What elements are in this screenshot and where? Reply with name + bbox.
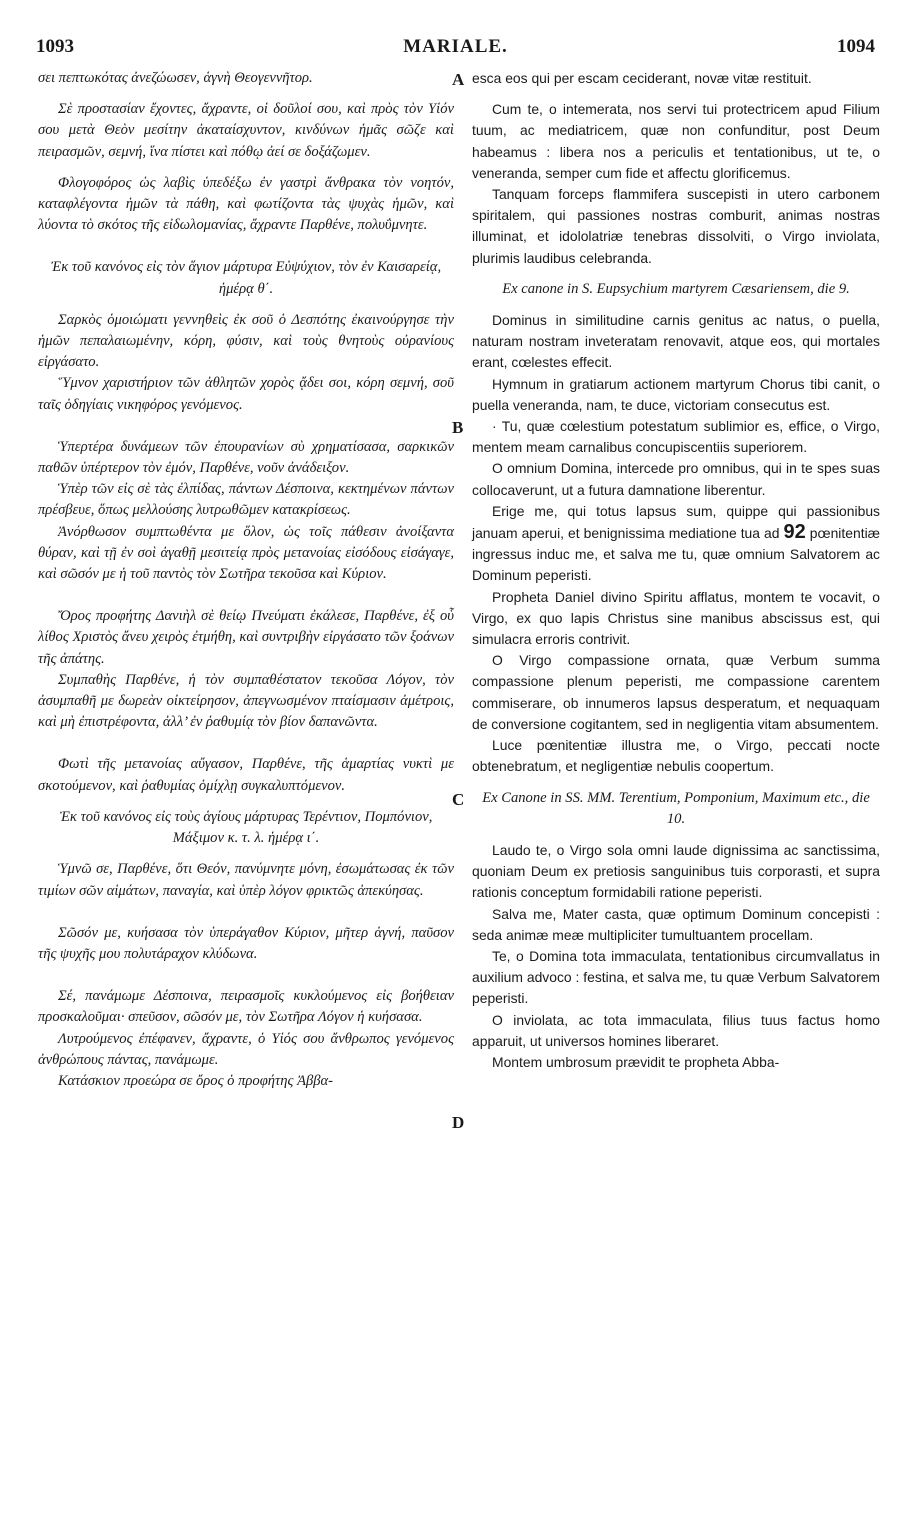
greek-paragraph: Λυτρούμενος ἐπέφανεν, ἄχραντε, ὁ Υἱός σου ἄνθρωπος γενόμενος ἀνθρώπους πάντας, πανάμωμε. [38,1030,454,1068]
greek-paragraph: Συμπαθὴς Παρθένε, ἡ τὸν συμπαθέστατον τεκοῦσα Λόγον, τὸν ἀσυμπαθῆ με δωρεὰν οἰκτείρησον, ἀπεγνωσμένον πταίσμασιν ἀμέτροις, καὶ μὴ ἐπιστρέφοντα, ἀλλ’ ἐν ῥαθυμίᾳ τὸν βίον δαπανῶντα. [38,671,454,731]
latin-paragraph: Cum te, o intemerata, nos servi tui protectricem apud Filium tuum, ac mediatricem, quæ non confunditur, post Deum habeamus : libera nos a periculis et tentationibus, ut te, o veneranda, semper cum fide et affectu glorificemus. [472,101,880,181]
latin-section-heading: Ex canone in S. Eupsychium martyrem Cæsariensem, die 9. [502,280,850,297]
latin-paragraph: O Virgo compassione ornata, quæ Verbum summa compassione plenum peperisti, me compassione carentem commiserare, ob innumeros lapsus desperatum, et nequaquam de conversione cogitantem, sed in negligentia vitam absumentem. [472,652,880,732]
latin-paragraph: Propheta Daniel divino Spiritu afflatus, montem te vocavit, o Virgo, ex quo lapis Christus sine manibus abscissus est, qui simulacra erroris contrivit. [472,588,880,648]
greek-paragraph: Σαρκὸς ὁμοιώματι γεννηθεὶς ἐκ σοῦ ὁ Δεσπότης ἐκαινούργησε τὴν ἡμῶν πεπαλαιωμένην, κόρη, φύσιν, καὶ τοὺς θνητοὺς οὐρανίους εἰργάσατο. [38,311,454,371]
latin-column [472,68,880,1073]
latin-paragraph: Luce pœnitentiæ illustra me, o Virgo, peccati nocte obtenebratum, et negligentiæ nebulis coopertum. [472,737,880,775]
latin-paragraph: Salva me, Mater casta, quæ optimum Dominum concepisti : seda animæ meæ multipliciter tumultuantem procellam. [472,905,880,943]
greek-section-heading: Ἐκ τοῦ κανόνος εἰς τοὺς ἁγίους μάρτυρας Τερέντιον, Πομπόνιον, Μάξιμον κ. τ. λ. ἡμέρᾳ ι΄. [59,808,433,847]
greek-paragraph: Ὑπὲρ τῶν εἰς σὲ τὰς ἐλπίδας, πάντων Δέσποινα, κεκτημένων πάντων πρέσβευε, ὅπως μελλούσης λυτρωθῶμεν κατακρίσεως. [38,481,454,519]
greek-column [38,68,454,1092]
margin-marker-d: D [452,1113,465,1132]
latin-paragraph: Te, o Domina tota immaculata, tentationibus circumvallatus in auxilium advoco : festina, et salva me, tu quæ Verbum Salvatorem peperisti. [472,947,880,1007]
latin-paragraph: Hymnum in gratiarum actionem martyrum Chorus tibi canit, o puella veneranda, nam, te duce, victoriam consecutus est. [472,375,880,413]
right-page-number: 1094 [837,36,875,57]
greek-paragraph: Ὕμνον χαριστήριον τῶν ἀθλητῶν χορὸς ᾄδει σοι, κόρη σεμνή, σοῦ ταῖς ὁδηγίαις νικηφόρος γενόμενος. [38,375,454,413]
latin-paragraph: O inviolata, ac tota immaculata, filius tuus factus homo apparuit, ut universos homines liberaret. [472,1011,880,1049]
greek-paragraph: Σέ, πανάμωμε Δέσποινα, πειρασμοῖς κυκλούμενος εἰς βοήθειαν προσκαλοῦμαι· σπεῦσον, σῶσόν με, τὸν Σωτῆρα Λόγον ἡ κυήσασα. [38,988,454,1026]
greek-paragraph: Ὑπερτέρα δυνάμεων τῶν ἐπουρανίων σὺ χρηματίσασα, σαρκικῶν παθῶν ὑπέρτερον τὸν ἐμόν, Παρθένε, νοῦν ἀνάδειξον. [38,438,454,477]
greek-section-heading: Ἐκ τοῦ κανόνος εἰς τὸν ἅγιον μάρτυρα Εὐψύχιον, τὸν ἐν Καισαρείᾳ, ἡμέρᾳ θ΄. [50,259,442,297]
greek-paragraph: Κατάσκιον προεώρα σε ὄρος ὁ προφήτης Ἀββα- [58,1072,334,1089]
greek-paragraph: Φλογοφόρος ὡς λαβὶς ὑπεδέξω ἐν γαστρὶ ἄνθρακα τὸν νοητόν, καταφλέγοντα ἡμῶν τὰ πάθη, καὶ φωτίζοντα τὰς ψυχὰς ἡμῶν, καὶ λύοντα τὸ σκότος τῆς εἰδωλομανίας, ἄχραντε Παρθένε, πολυΰμνητε. [38,174,454,234]
margin-marker-a: A [452,70,465,89]
greek-paragraph: Σῶσόν με, κυήσασα τὸν ὑπεράγαθον Κύριον, μῆτερ ἁγνή, παῦσον τῆς ψυχῆς μου πολυτάραχον κλύδωνα. [38,924,454,962]
greek-paragraph: Ὄρος προφήτης Δανιὴλ σὲ θείῳ Πνεύματι ἐκάλεσε, Παρθένε, ἐξ οὗ λίθος Χριστὸς ἄνευ χειρὸς ἐτμήθη, καὶ συντριβὴν εἰργάσατο τῶν ξοάνων τῆς ἀπάτης. [38,608,454,667]
latin-text: Erige me, qui totus lapsus sum, quippe qui passionibus januam aperui, et benignissima mediatione tua ad [472,502,880,542]
page-header [36,36,875,58]
running-title: MARIALE. [403,36,508,57]
latin-paragraph: Dominus in similitudine carnis genitus ac natus, o puella, naturam nostram inveteratam renovavit, atque eos, qui mortales erant, cœlestes effecit. [472,312,880,371]
latin-paragraph: esca eos qui per escam ceciderant, novæ vitæ restituit. [472,70,812,86]
column-number-marker: 92 [783,521,806,544]
latin-section-heading: Ex Canone in SS. MM. Terentium, Pomponium, Maximum etc., die 10. [482,789,870,827]
greek-paragraph: Ὑμνῶ σε, Παρθένε, ὅτι Θεόν, πανύμνητε μόνη, ἐσωμάτωσας ἐκ τῶν τιμίων σῶν αἱμάτων, παναγία, καὶ ὑπὲρ λόγον φρικτῶς ἀπεκύησας. [38,861,454,899]
margin-marker-b: B [452,418,464,437]
greek-paragraph: Ἀνόρθωσον συμπτωθέντα με ὅλον, ὡς τοῖς πάθεσιν ἀνοίξαντα θύραν, καὶ τῇ ἐν σοὶ ἀγαθῇ μεσιτείᾳ πρὸς μετανοίας εἰσόδους εἰσάγαγε, καὶ σῶσόν με ἡ τοῦ παντὸς τὸν Σωτῆρα τεκοῦσα καὶ Κύριον. [38,523,454,583]
greek-paragraph: Φωτὶ τῆς μετανοίας αὔγασον, Παρθένε, τῆς ἁμαρτίας νυκτὶ με σκοτούμενον, καὶ ῥαθυμίας ὁμίχλῃ συγκαλυπτόμενον. [38,756,454,794]
left-page-number: 1093 [36,36,74,57]
latin-paragraph: Laudo te, o Virgo sola omni laude dignissima ac sanctissima, quoniam Deum ex pretiosis sanguinibus tuis corporasti, et supra rationis conceptum formidabili ratione peperisti. [472,841,880,901]
latin-paragraph [472,501,880,587]
greek-paragraph: Σὲ προστασίαν ἔχοντες, ἄχραντε, οἱ δοῦλοί σου, καὶ πρὸς τὸν Υἱόν σου μετὰ Θεὸν μεσίτην ἀκαταίσχυντον, κινδύνων ἡμᾶς σῶζε καὶ πειρασμῶν, σεμνή, ἵνα πίστει καὶ πόθῳ ἀεί σε δοξάζωμεν. [38,101,454,160]
margin-marker-c: C [452,790,465,809]
latin-paragraph: Tanquam forceps flammifera suscepisti in utero carbonem spiritalem, qui passiones nostras comburit, animas nostras illuminat, et idololatriæ tenebras dissolviti, o Virgo inviolata, plurimis laudibus celebranda. [472,186,880,266]
greek-paragraph: σει πεπτωκότας ἀνεζώωσεν, ἁγνὴ Θεογεννῆτορ. [38,70,313,86]
latin-paragraph: · Tu, quæ cœlestium potestatum sublimior es, effice, o Virgo, mentem meam carnalibus concupiscentiis superiorem. [472,418,880,456]
latin-paragraph: O omnium Domina, intercede pro omnibus, qui in te spes suas collocaverunt, ut a futura damnatione liberentur. [472,460,880,498]
latin-paragraph: Montem umbrosum prævidit te propheta Abba- [492,1053,780,1070]
latin-text: pœnitentiæ ingressus induc me, et salva me tu, quæ omnium Salvatorem ac Dominum peperisti. [472,525,881,584]
